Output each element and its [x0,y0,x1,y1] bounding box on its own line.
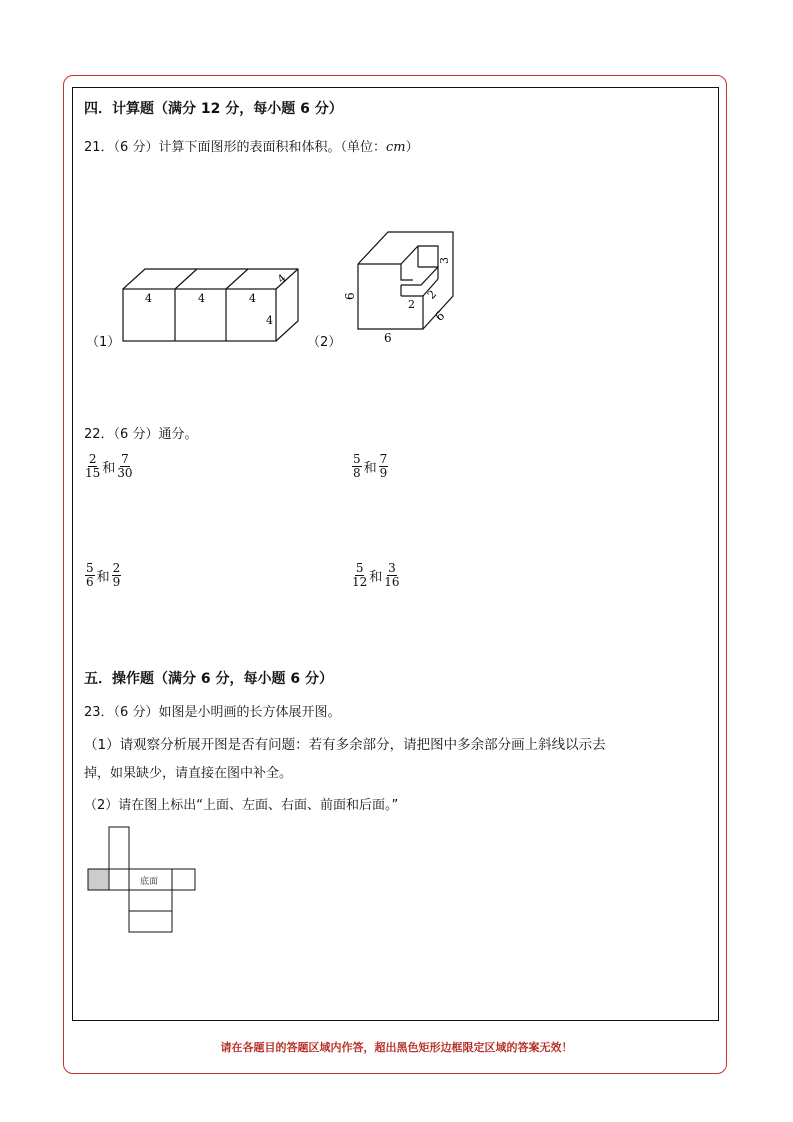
frac-denominator: 9 [112,575,121,589]
figure1-cubes [118,262,308,348]
fig1-dim-1: 4 [145,292,152,305]
q21-unit: cm [385,140,406,155]
fig1-dim-4: 4 [275,271,289,286]
section4-title: 四．计算题（满分 12 分，每小题 6 分） [84,101,343,117]
fig1-dim-5: 4 [266,314,273,327]
answer-area-warning: 请在各题目的答题区域内作答，超出黑色矩形边框限定区域的答案无效！ [220,1041,573,1054]
q23-text: 23．（6 分）如图是小明画的长方体展开图。 [84,705,341,720]
frac-numerator: 2 [88,452,97,466]
q23-part1-line2: 掉，如果缺少，请直接在图中补全。 [84,766,293,781]
q21-close: ） [405,140,419,155]
q22-text: 22．（6 分）通分。 [84,427,198,442]
and-word: 和 [369,570,383,585]
net-bottom-face-label: 底面 [140,877,159,887]
q23-part2: （2）请在图上标出“上面、左面、右面、前面和后面。” [84,798,399,813]
frac-numerator: 7 [121,452,129,466]
q21-prompt: 21．（6 分）计算下面图形的表面积和体积。（单位： [84,140,386,155]
frac-denominator: 15 [85,466,101,480]
fig2-dim-depth: 6 [432,308,448,324]
frac-denominator: 30 [117,466,133,480]
section5-title: 五．操作题（满分 6 分，每小题 6 分） [84,671,333,687]
fig2-dim-height: 6 [343,292,357,300]
q21-text [84,136,419,155]
fig2-cut-height: 3 [438,257,451,264]
fig1-dim-3: 4 [249,292,256,305]
frac-denominator: 8 [353,466,361,480]
fraction-pair-2 [352,453,388,480]
cuboid-net-diagram [86,826,198,936]
frac-numerator: 5 [353,452,361,466]
frac-numerator: 5 [86,561,94,575]
q23-part1-line1: （1）请观察分析展开图是否有问题：若有多余部分，请把图中多余部分画上斜线以示去 [84,737,606,753]
fig1-dim-2: 4 [198,292,205,305]
frac-denominator: 12 [352,575,368,589]
fig2-cut-width: 2 [408,298,415,311]
figure2-label: （2） [307,335,342,350]
fraction-pair-3 [85,562,121,589]
fig2-dim-width: 6 [384,331,392,345]
fraction-pair-4 [352,562,400,589]
and-word: 和 [363,461,377,476]
and-word: 和 [102,461,116,476]
frac-numerator: 5 [355,561,364,575]
figure2-cut-cube [338,224,458,348]
and-word: 和 [96,570,110,585]
fraction-pair-1 [85,453,133,480]
fig2-cut-depth: 2 [424,287,440,302]
frac-denominator: 16 [384,575,400,589]
frac-numerator: 2 [112,561,121,575]
figure1-label: （1） [86,335,121,350]
frac-numerator: 7 [379,452,388,466]
frac-numerator: 3 [388,561,396,575]
frac-denominator: 6 [86,575,94,589]
frac-denominator: 9 [379,466,388,480]
